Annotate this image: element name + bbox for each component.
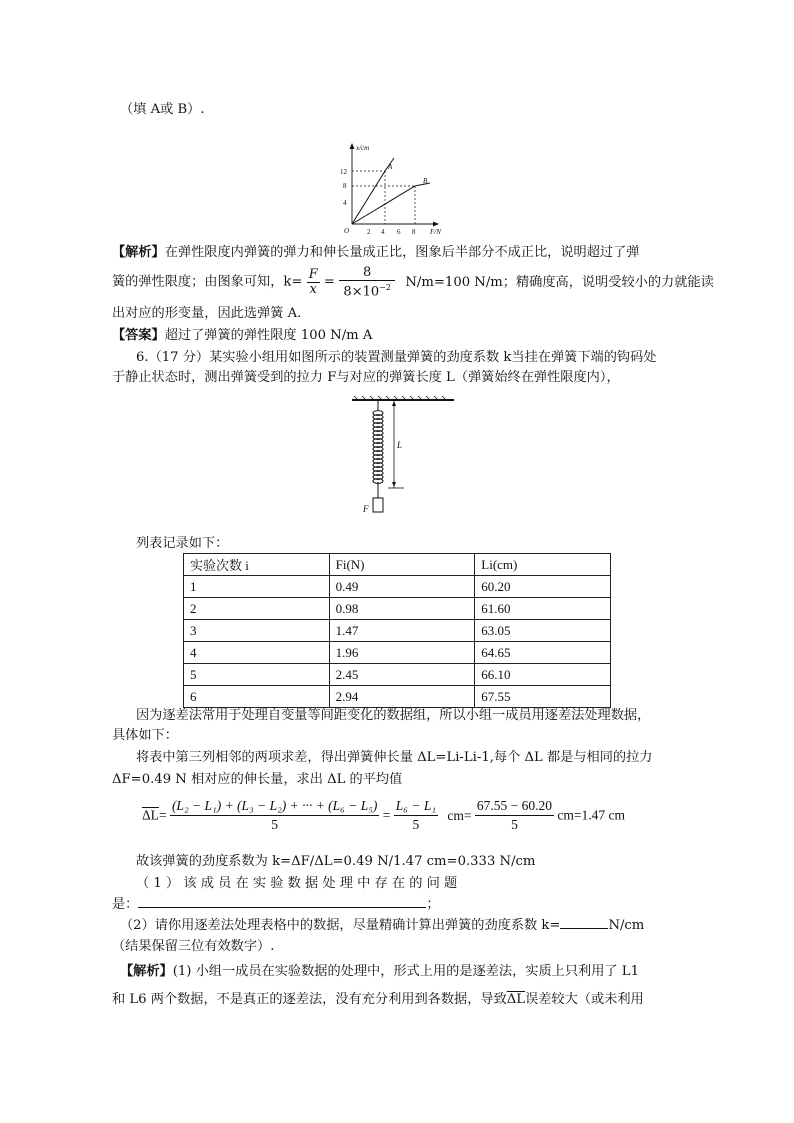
q2-line2: （结果保留三位有效数字）. xyxy=(112,939,275,954)
analysis1-line3: 出对应的形变量，因此选弹簧 A. xyxy=(112,306,302,321)
table-row xyxy=(184,642,611,664)
x-tick-4: 4 xyxy=(381,228,385,236)
answer-blank-1[interactable] xyxy=(138,907,426,908)
method-p2-line2: ΔF=0.49 N 相对应的伸长量，求出 ΔL 的平均值 xyxy=(112,772,403,787)
trial-cell: 2 xyxy=(184,598,330,620)
force-cell: 0.98 xyxy=(329,598,475,620)
trial-cell: 5 xyxy=(184,664,330,686)
table-row xyxy=(184,664,611,686)
y-axis-label: x/cm xyxy=(356,144,370,152)
trial-cell: 6 xyxy=(184,686,330,708)
header-length: Li(cm) xyxy=(475,554,611,576)
table-row xyxy=(184,576,611,598)
q1-line1: （ 1 ） 该 成 员 在 实 验 数 据 处 理 中 存 在 的 问 题 xyxy=(136,876,458,891)
q6-line1: 6.（17 分）某实验小组用如图所示的装置测量弹簧的劲度系数 k当挂在弹簧下端的钩码处 xyxy=(136,350,657,365)
y-axis-arrow xyxy=(350,143,355,149)
spring-graph xyxy=(330,138,450,238)
trial-cell: 4 xyxy=(184,642,330,664)
q1-line2: 是： ； xyxy=(112,897,440,912)
line-b-label: B xyxy=(423,177,428,185)
y-tick-12: 12 xyxy=(340,168,347,176)
data-table xyxy=(183,553,611,708)
x-tick-6: 6 xyxy=(397,228,401,236)
method-p1-line1: 因为逐差法常用于处理自变量等间距变化的数据组，所以小组一成员用逐差法处理数据， xyxy=(136,708,651,723)
average-equation: $\overline{\Delta L}=$ $\frac{\text{(L₂ − L₁) + (L₃ − L₂) + ··· + (L₆ − L₅)}}{5}$ = $\frac{\text{L₆ − L₁}}{5}$ cm= $\frac{67.55 - 60.20}{5}$ cm=1.47 cm xyxy=(142,798,626,832)
table-row xyxy=(184,598,611,620)
force-cell: 0.49 xyxy=(329,576,475,598)
length-label: L xyxy=(397,440,403,450)
x-tick-8: 8 xyxy=(412,228,416,236)
table-header-row xyxy=(184,554,611,576)
y-tick-4: 4 xyxy=(343,199,347,207)
analysis2-line1: 【解析】(1) 小组一成员在实验数据的处理中，形式上用的是逐差法，实质上只利用了 L1 xyxy=(120,964,639,979)
method-result: 故该弹簧的劲度系数为 k=ΔF/ΔL=0.49 N/1.47 cm=0.333 N/cm xyxy=(136,854,536,869)
y-tick-8: 8 xyxy=(343,182,347,190)
force-label: F xyxy=(363,504,369,514)
length-cell: 63.05 xyxy=(475,620,611,642)
length-cell: 66.10 xyxy=(475,664,611,686)
spring-coil xyxy=(373,411,383,484)
table-intro: 列表记录如下： xyxy=(136,536,229,551)
table-row xyxy=(184,620,611,642)
x-axis-arrow xyxy=(433,222,439,227)
analysis1-line1: 【解析】在弹性限度内弹簧的弹力和伸长量成正比，图象后半部分不成正比，说明超过了弹 xyxy=(112,245,640,260)
length-cell: 60.20 xyxy=(475,576,611,598)
line-b xyxy=(352,183,430,224)
force-cell: 1.96 xyxy=(329,642,475,664)
q6-line2: 于静止状态时，测出弹簧受到的拉力 F与对应的弹簧长度 L（弹簧始终在弹性限度内）， xyxy=(112,370,620,385)
line-a-label: A xyxy=(388,163,393,171)
length-cell: 67.55 xyxy=(475,686,611,708)
answer-blank-2[interactable] xyxy=(560,928,608,929)
answer1: 【答案】超过了弹簧的弹性限度 100 N/m A xyxy=(112,328,373,343)
x-tick-2: 2 xyxy=(367,228,371,236)
fill-hint: （填 A或 B）. xyxy=(120,102,205,117)
table-row xyxy=(184,686,611,708)
x-axis-label: F/N xyxy=(430,228,441,236)
method-p1-line2: 具体如下： xyxy=(112,728,178,743)
q2-line1: （2）请你用逐差法处理表格中的数据，尽量精确计算出弹簧的劲度系数 k= N/cm xyxy=(120,918,645,933)
spring-apparatus xyxy=(344,394,460,524)
length-cell: 64.65 xyxy=(475,642,611,664)
analysis1-line2: 簧的弹性限度；由图象可知，k= $\frac{F}{x}$ = $\frac{8}{8\times 10^{-2}}$ N/m=100 N/m；精确度高，说明受较小的力就能读 xyxy=(112,265,714,300)
length-cell: 61.60 xyxy=(475,598,611,620)
force-cell: 2.94 xyxy=(329,686,475,708)
header-trial: 实验次数 i xyxy=(184,554,330,576)
analysis2-line2: 和 L6 两个数据，不是真正的逐差法，没有充分利用到各数据，导致$\overline{\Delta L}$误差较大（或未利用 xyxy=(112,992,644,1007)
method-p2-line1: 将表中第三列相邻的两项求差，得出弹簧伸长量 ΔL=Li-Li-1,每个 ΔL 都是与相同的拉力 xyxy=(136,750,653,765)
weight xyxy=(373,498,383,512)
trial-cell: 1 xyxy=(184,576,330,598)
header-force: Fi(N) xyxy=(329,554,475,576)
force-cell: 1.47 xyxy=(329,620,475,642)
force-cell: 2.45 xyxy=(329,664,475,686)
trial-cell: 3 xyxy=(184,620,330,642)
origin-label: O xyxy=(344,227,350,235)
